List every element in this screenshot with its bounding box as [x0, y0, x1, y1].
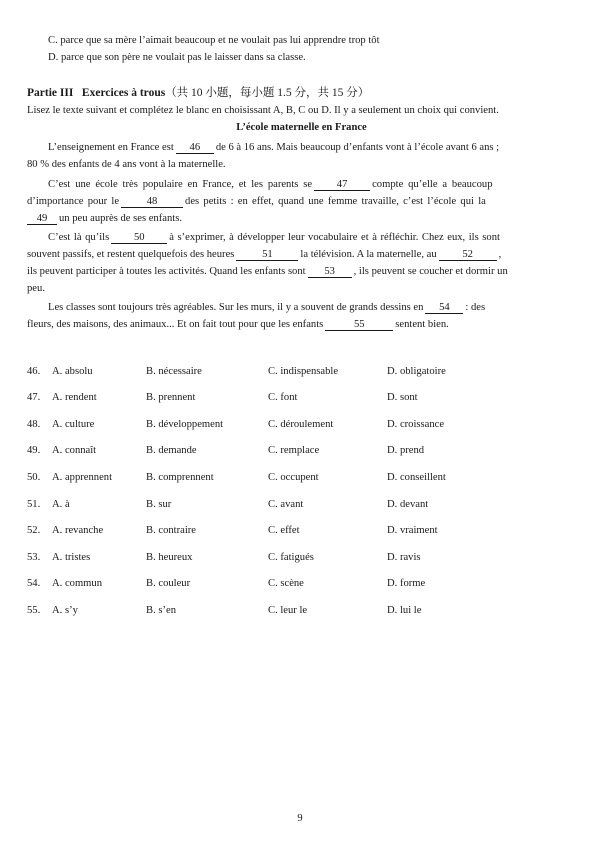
part3-heading-line — [27, 86, 369, 100]
passage-line: C’est là qu’ils 50 à s’exprimer, à développer leur vocabulaire et à réfléchir. Chez eux, ils sont — [48, 232, 500, 243]
blank-47: 47 — [314, 179, 370, 191]
passage-line: Les classes sont toujours très agréables. Sur les murs, il y a souvent de grands dessins en 54 : des — [48, 302, 486, 313]
option-a: A. apprennent — [52, 472, 113, 483]
option-c: C. scène — [268, 578, 304, 589]
blank-52: 52 — [439, 249, 497, 261]
prev-option-d: D. parce que son père ne voulait pas le laisser dans sa classe. — [48, 52, 306, 63]
option-a: A. connaît — [52, 445, 97, 456]
option-a: A. à — [52, 499, 70, 510]
option-b: B. nécessaire — [146, 366, 202, 377]
blank-53: 53 — [308, 266, 352, 278]
option-b: B. demande — [146, 445, 197, 456]
question-number: 48. — [27, 419, 41, 430]
passage-line: souvent passifs, et restent quelquefois des heures 51 la télévision. A la maternelle, au 52 , — [27, 249, 502, 260]
option-b: B. couleur — [146, 578, 191, 589]
option-b: B. heureux — [146, 552, 193, 563]
question-number: 55. — [27, 605, 41, 616]
passage-line: d’importance pour le 48 des petits : en effet, quand une femme travaille, c’est l’école qui la — [27, 196, 486, 207]
blank-51: 51 — [236, 249, 298, 261]
part3-instruction: Lisez le texte suivant et complétez le blanc en choisissant A, B, C ou D. Il y a seulement un choix qui convient. — [27, 105, 499, 116]
page-number: 9 — [297, 813, 303, 824]
passage-line: 80 % des enfants de 4 ans vont à la maternelle. — [27, 159, 226, 170]
option-c: C. font — [268, 392, 298, 403]
option-d: D. vraiment — [387, 525, 438, 536]
question-number: 47. — [27, 392, 41, 403]
blank-55: 55 — [325, 319, 393, 331]
part3-heading: Partie III Exercices à trous — [27, 87, 166, 99]
option-c: C. leur le — [268, 605, 308, 616]
option-b: B. s’en — [146, 605, 177, 616]
prev-option-c: C. parce que sa mère l’aimait beaucoup et ne voulait pas lui apprendre trop tôt — [48, 35, 380, 46]
option-a: A. tristes — [52, 552, 91, 563]
option-d: D. lui le — [387, 605, 422, 616]
question-number: 53. — [27, 552, 41, 563]
question-number: 51. — [27, 499, 41, 510]
blank-50: 50 — [111, 232, 167, 244]
question-number: 46. — [27, 366, 41, 377]
option-d: D. obligatoire — [387, 366, 446, 377]
question-number: 54. — [27, 578, 41, 589]
passage-line: fleurs, des maisons, des animaux... Et on fait tout pour que les enfants 55 sentent bien. — [27, 319, 449, 330]
option-d: D. croissance — [387, 419, 445, 430]
option-a: A. commun — [52, 578, 103, 589]
option-d: D. forme — [387, 578, 426, 589]
option-b: B. comprennent — [146, 472, 214, 483]
passage-line: C’est une école très populaire en France, et les parents se 47 compte qu’elle a beaucoup — [48, 179, 493, 190]
passage-line: L’enseignement en France est 46 de 6 à 16 ans. Mais beaucoup d’enfants vont à l’école avant 6 ans ; — [48, 142, 500, 153]
passage-line: 49 un peu auprès de ses enfants. — [27, 212, 182, 226]
passage-line: peu. — [27, 283, 45, 294]
blank-54: 54 — [425, 302, 463, 314]
option-c: C. indispensable — [268, 366, 339, 377]
option-c: C. déroulement — [268, 419, 334, 430]
question-number: 49. — [27, 445, 41, 456]
option-b: B. contraire — [146, 525, 197, 536]
question-number: 52. — [27, 525, 41, 536]
blank-46: 46 — [176, 142, 214, 154]
option-d: D. devant — [387, 499, 429, 510]
question-number: 50. — [27, 472, 41, 483]
option-c: C. avant — [268, 499, 304, 510]
option-b: B. prennent — [146, 392, 196, 403]
option-d: D. sont — [387, 392, 418, 403]
option-d: D. ravis — [387, 552, 421, 563]
option-c: C. effet — [268, 525, 300, 536]
option-a: A. absolu — [52, 366, 93, 377]
option-a: A. s’y — [52, 605, 78, 616]
passage-title: L’école maternelle en France — [236, 122, 367, 133]
passage-line: ils peuvent participer à toutes les activités. Quand les enfants sont 53 , ils peuvent se coucher et dormir un — [27, 266, 508, 277]
part3-note: （共 10 小题，每小题 1.5 分，共 15 分） — [165, 87, 370, 99]
option-a: A. rendent — [52, 392, 97, 403]
option-d: D. conseillent — [387, 472, 446, 483]
option-a: A. revanche — [52, 525, 104, 536]
option-c: C. remplace — [268, 445, 320, 456]
option-b: B. développement — [146, 419, 224, 430]
option-b: B. sur — [146, 499, 172, 510]
option-d: D. prend — [387, 445, 425, 456]
blank-49: 49 — [27, 213, 57, 225]
option-c: C. occupent — [268, 472, 319, 483]
option-a: A. culture — [52, 419, 95, 430]
blank-48: 48 — [121, 196, 183, 208]
option-c: C. fatigués — [268, 552, 314, 563]
